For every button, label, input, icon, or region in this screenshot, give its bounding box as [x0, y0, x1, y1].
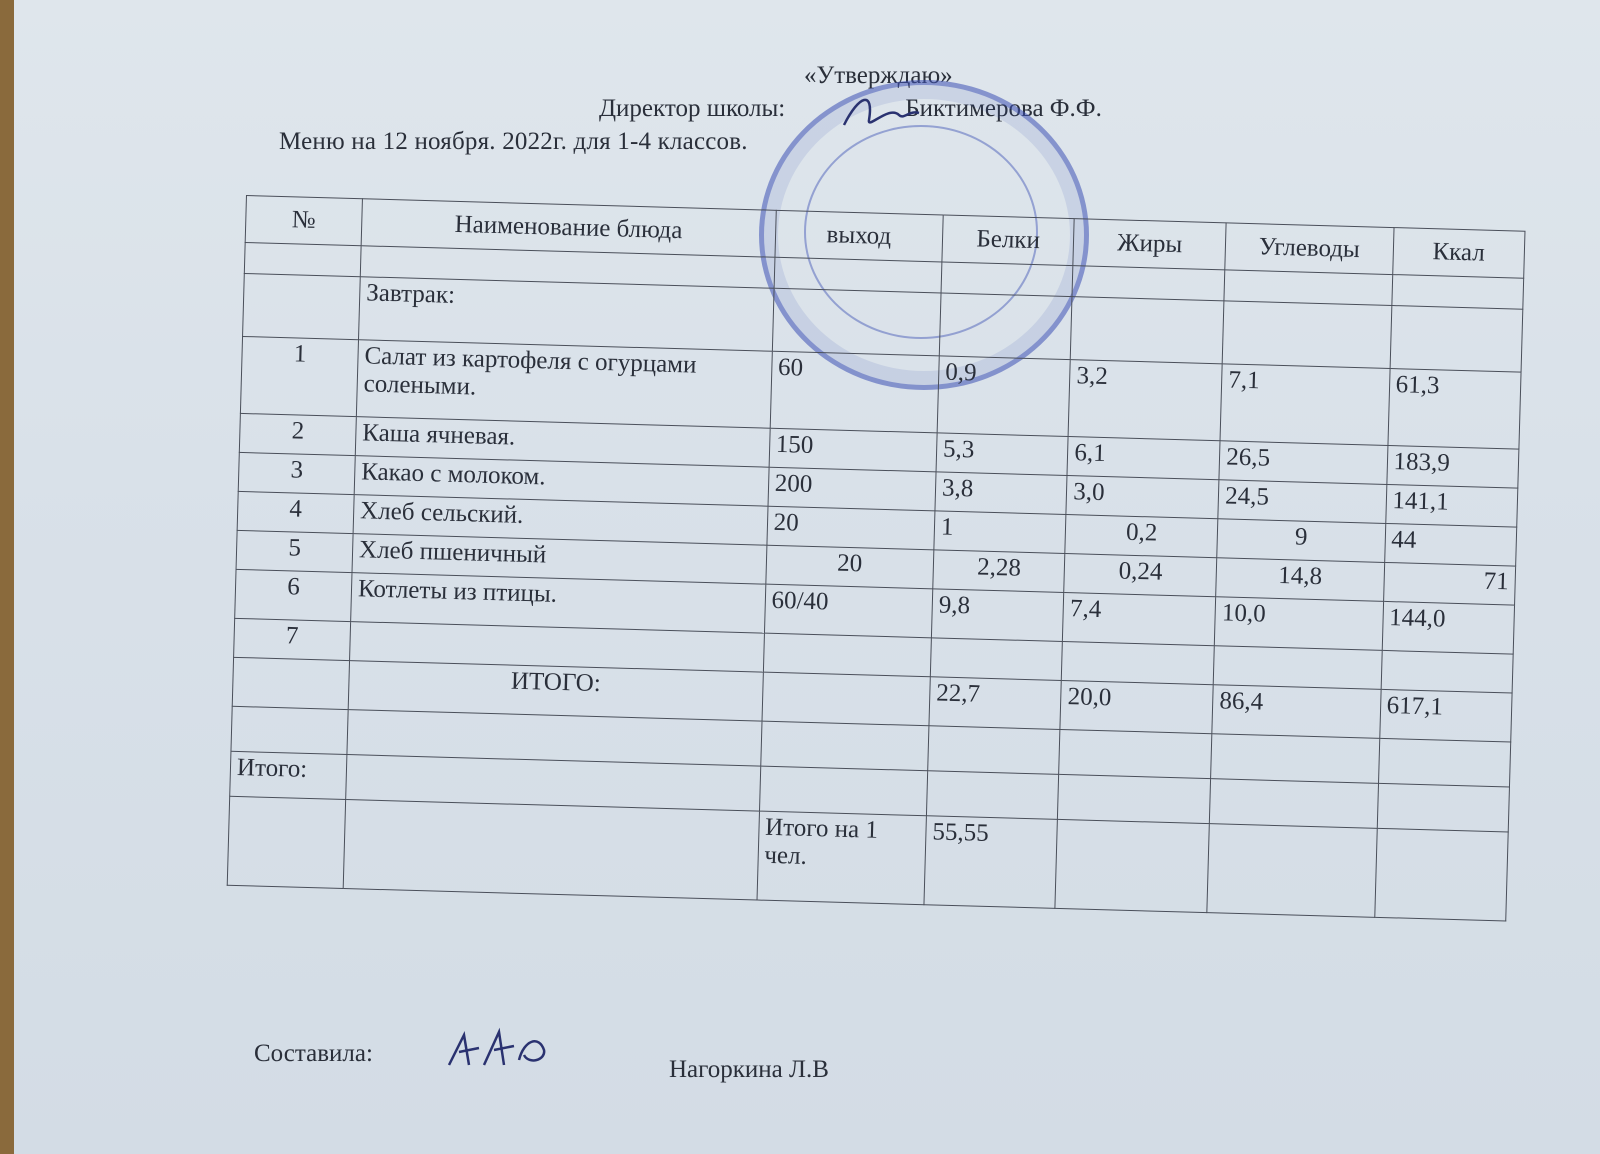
breakfast-label: Завтрак: [358, 277, 773, 352]
row-number: 6 [235, 569, 352, 621]
dish-protein: 1 [934, 511, 1066, 554]
dish-fat: 3,2 [1068, 360, 1222, 441]
dish-fat: 7,4 [1063, 592, 1216, 645]
row-number: 7 [234, 618, 351, 660]
menu-table [227, 195, 1526, 921]
per-person-label: Итого на 1 чел. [757, 811, 927, 905]
col-header: Углеводы [1225, 223, 1394, 275]
dish-protein: 5,3 [936, 433, 1068, 476]
dish-kcal: 61,3 [1388, 369, 1522, 450]
dish-output: 20 [767, 506, 935, 550]
director-label: Директор школы: [599, 95, 786, 122]
dish-output: 200 [768, 467, 936, 511]
dish-name: Хлеб пшеничный [352, 534, 767, 585]
dish-fat: 0,24 [1064, 554, 1217, 597]
total-kcal: 617,1 [1379, 689, 1512, 742]
dish-output: 60/40 [764, 584, 933, 638]
col-header: Жиры [1073, 219, 1226, 270]
dish-protein: 2,28 [933, 550, 1065, 593]
dish-carbs: 7,1 [1220, 364, 1389, 446]
dish-fat: 3,0 [1066, 476, 1219, 519]
director-signature [839, 85, 924, 140]
document-page [14, 0, 1600, 1154]
total-label: ИТОГО: [348, 661, 763, 722]
dish-protein: 3,8 [935, 472, 1067, 515]
director-name: Биктимерова Ф.Ф. [905, 95, 1102, 122]
total-carbs: 86,4 [1212, 685, 1381, 739]
dish-name: Салат из картофеля с огурцами солеными. [356, 340, 772, 429]
col-header: Наименование блюда [361, 199, 776, 258]
total-protein: 22,7 [929, 677, 1062, 730]
dish-fat: 0,2 [1065, 515, 1218, 558]
dish-kcal: 44 [1384, 523, 1516, 566]
compiler-signature [444, 1020, 554, 1080]
compiled-by-label: Составила: [254, 1040, 373, 1067]
dish-name: Каша ячневая. [355, 417, 770, 468]
dish-carbs: 10,0 [1215, 597, 1384, 651]
dish-carbs: 24,5 [1218, 480, 1386, 524]
dish-output: 150 [769, 428, 937, 472]
dish-protein: 0,9 [937, 356, 1070, 437]
dish-kcal: 144,0 [1382, 601, 1515, 654]
row-number: 3 [238, 452, 355, 494]
dish-carbs: 14,8 [1216, 558, 1384, 602]
col-header: Ккал [1392, 228, 1525, 279]
dish-output: 60 [770, 351, 939, 433]
dish-protein: 9,8 [931, 589, 1064, 642]
col-header: № [245, 196, 362, 246]
row-number: 4 [237, 491, 354, 533]
approval-heading: «Утверждаю» [804, 62, 953, 89]
dish-name: Хлеб сельский. [353, 495, 768, 546]
dish-output: 20 [765, 545, 933, 589]
col-header: Белки [942, 215, 1075, 266]
col-header: выход [775, 210, 944, 262]
dish-name: Какао с молоком. [354, 456, 769, 507]
dish-fat: 6,1 [1067, 437, 1220, 480]
dish-kcal: 71 [1383, 562, 1515, 605]
menu-title: Меню на 12 ноября. 2022г. для 1-4 классов. [279, 128, 748, 155]
dish-kcal: 183,9 [1386, 445, 1518, 488]
row-number: 1 [240, 336, 358, 416]
row-number: 2 [239, 413, 356, 455]
dish-carbs: 26,5 [1219, 441, 1387, 485]
total-fat: 20,0 [1060, 680, 1213, 733]
dish-kcal: 141,1 [1385, 484, 1517, 527]
itogo-label: Итого: [230, 751, 347, 799]
compiled-by-name: Нагоркина Л.В [669, 1056, 829, 1083]
dish-carbs: 9 [1217, 519, 1385, 563]
dish-name: Котлеты из птицы. [351, 573, 766, 634]
per-person-value: 55,55 [924, 816, 1058, 909]
row-number: 5 [236, 530, 353, 572]
